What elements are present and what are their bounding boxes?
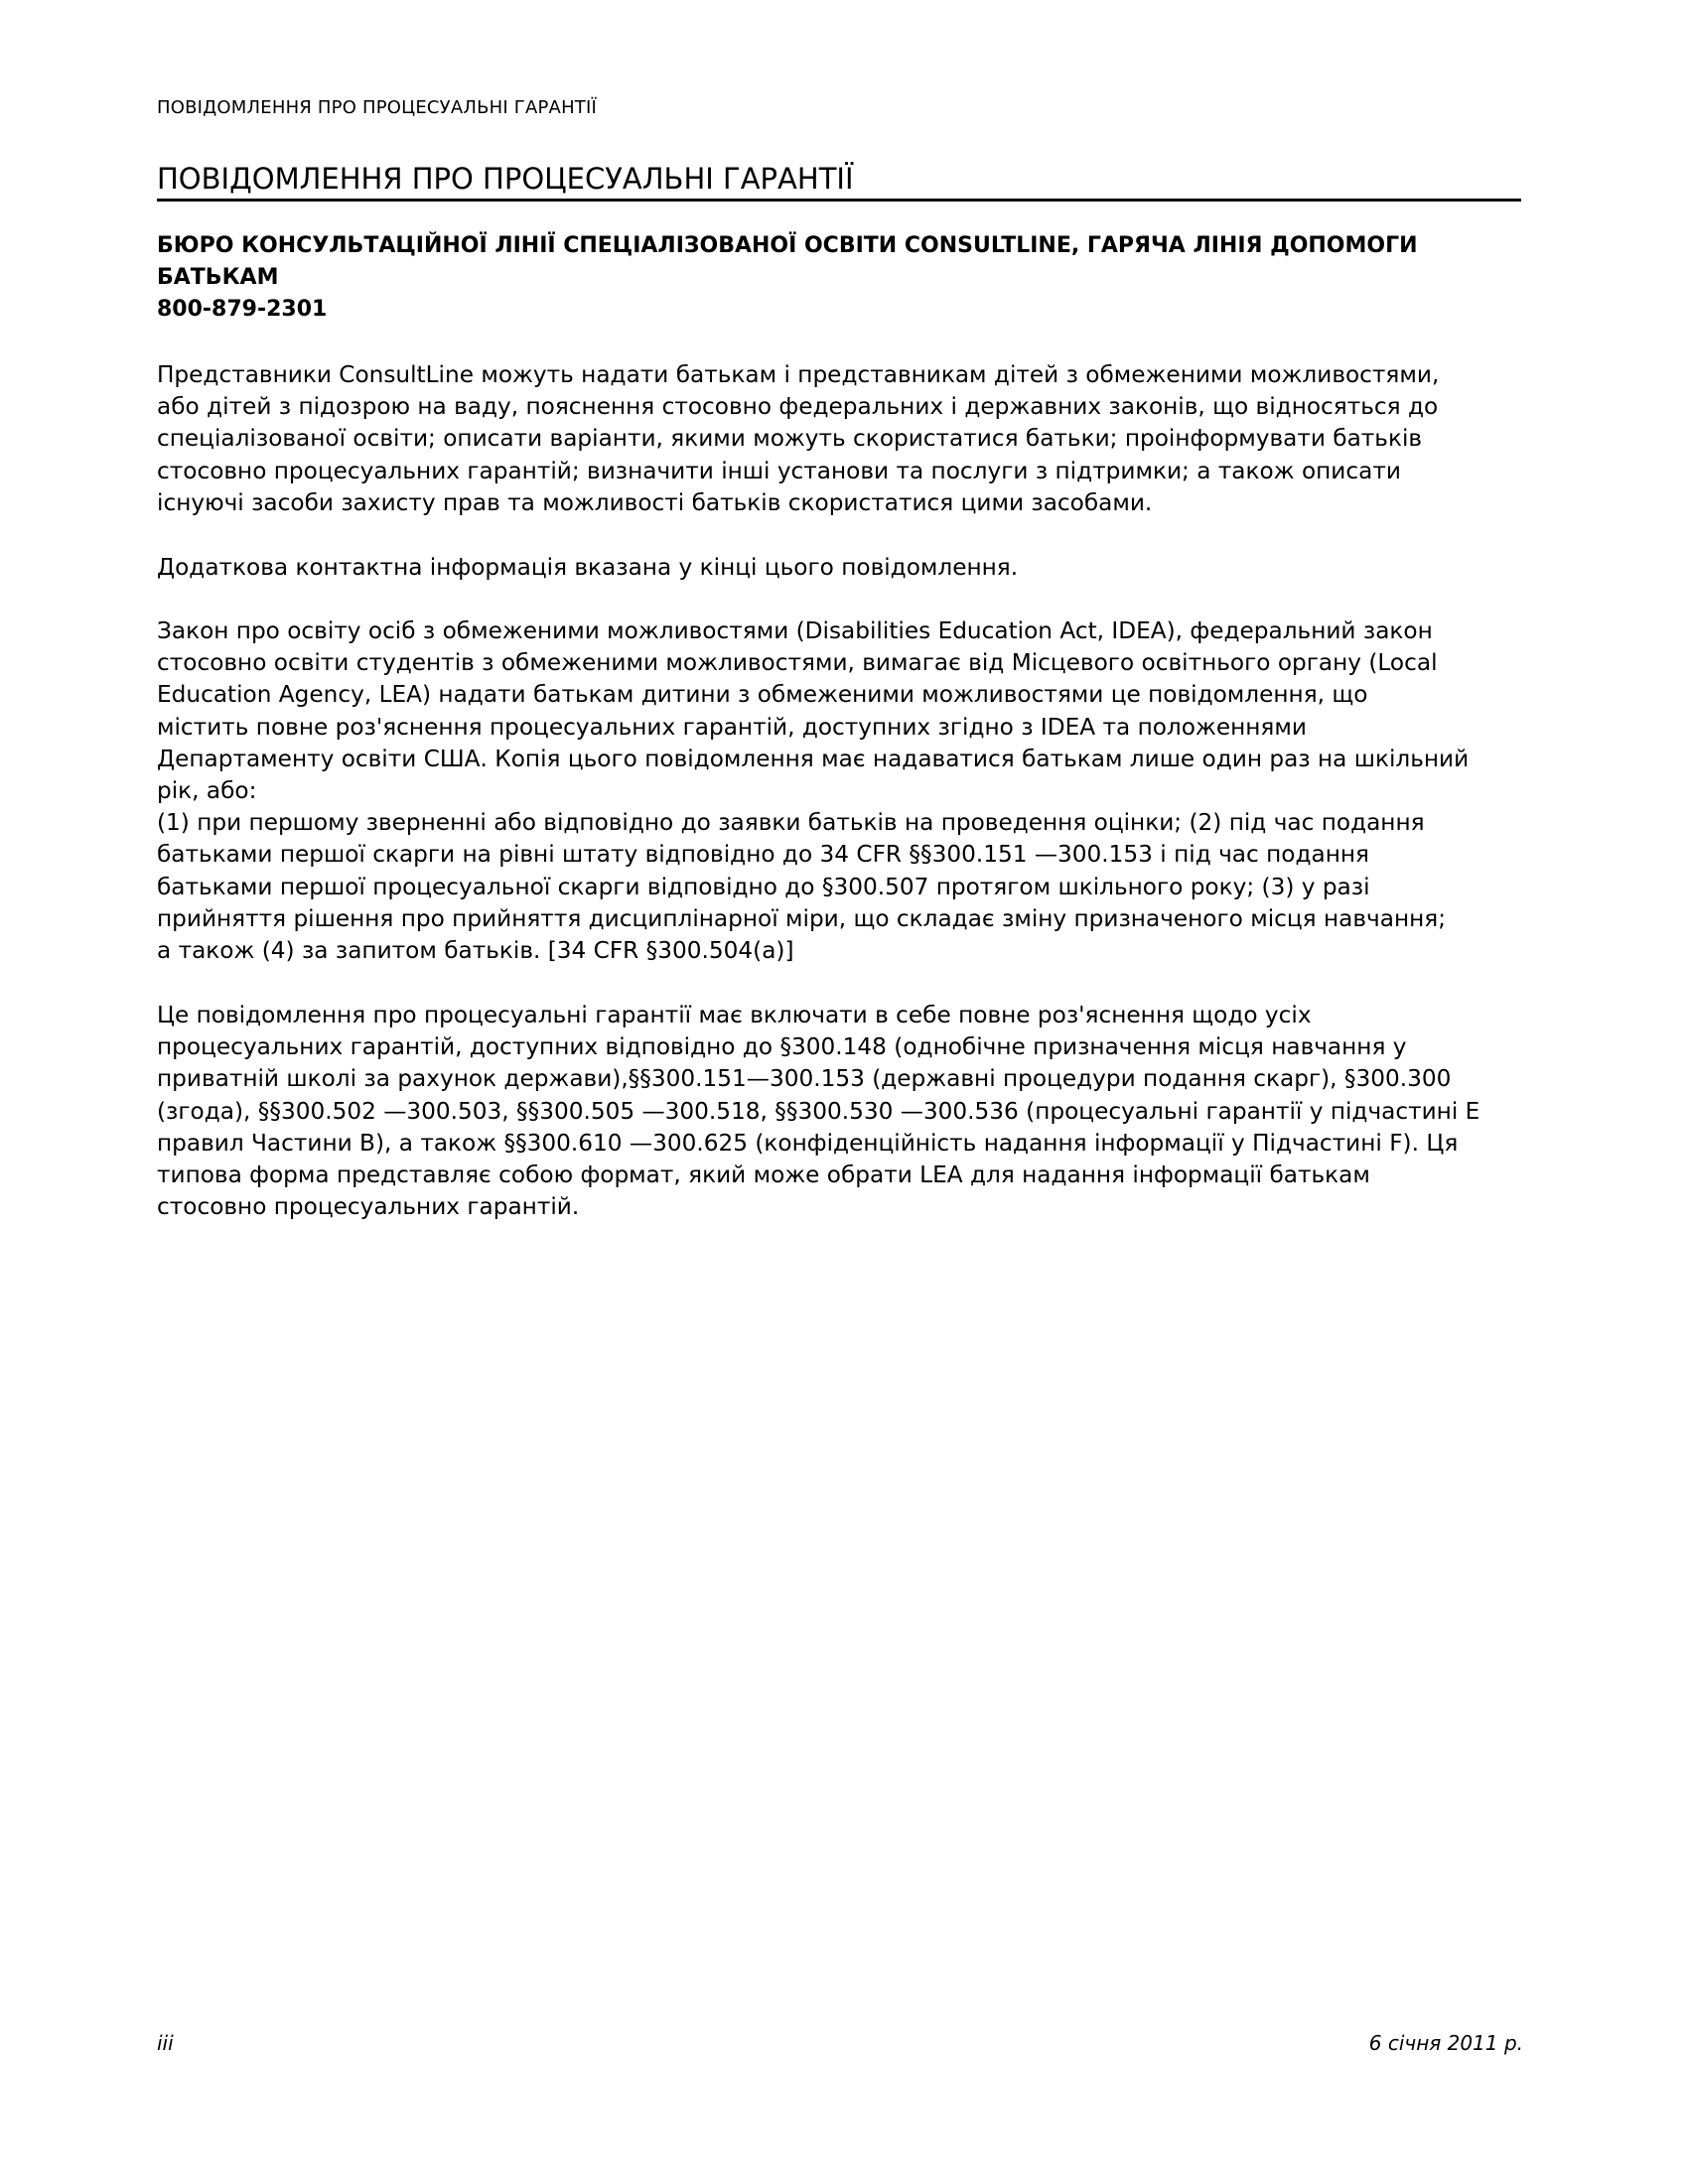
page-title: ПОВІДОМЛЕННЯ ПРО ПРОЦЕСУАЛЬНІ ГАРАНТІЇ: [157, 161, 1521, 202]
paragraph-line: Додаткова контактна інформація вказана у кінці цього повідомлення.: [157, 554, 1019, 581]
hotline-phone-number: 800-879-2301: [157, 297, 328, 322]
paragraph-line: Це повідомлення про процесуальні гарантії має включати в себе повне роз'яснення щодо усіх: [157, 1002, 1312, 1028]
paragraph-consultline-services: [157, 359, 1537, 519]
footer-date: 6 січня 2011 р.: [1368, 2031, 1523, 2055]
paragraph-line: Представники ConsultLine можуть надати батькам і представникам дітей з обмеженими можливостями,: [157, 361, 1440, 388]
paragraph-line: стосовно освіти студентів з обмеженими можливостями, вимагає від Місцевого освітнього органу (Local: [157, 649, 1438, 677]
paragraph-line: батьками першої скарги на рівні штату відповідно до 34 CFR §§300.151 —300.153 і під час подання: [157, 841, 1369, 869]
paragraph-line: Департаменту освіти США. Копія цього повідомлення має надаватися батькам лише один раз на шкільний: [157, 745, 1470, 772]
paragraph-safeguards-scope: [157, 1000, 1537, 1223]
paragraph-line: стосовно процесуальних гарантій; визначити інші установи та послуги з підтримки; а також описати: [157, 457, 1401, 484]
running-header: ПОВІДОМЛЕННЯ ПРО ПРОЦЕСУАЛЬНІ ГАРАНТІЇ: [157, 97, 598, 118]
paragraph-line: або дітей з підозрою на ваду, пояснення стосовно федеральних і державних законів, що відносяться до: [157, 393, 1439, 421]
subheading-line: БАТЬКАМ: [157, 265, 279, 290]
paragraph-line: (згода), §§300.502 —300.503, §§300.505 —300.518, §§300.530 —300.536 (процесуальні гарантії у підчастині E: [157, 1097, 1480, 1125]
paragraph-line: Закон про освіту осіб з обмеженими можливостями (Disabilities Education Act, IDEA), федеральний закон: [157, 617, 1433, 644]
paragraph-line: батьками першої процесуальної скарги відповідно до §300.507 протягом шкільного року; (3) у разі: [157, 873, 1370, 900]
paragraph-contact-info: [157, 552, 1537, 584]
subheading: [157, 230, 1521, 326]
paragraph-line: існуючі засоби захисту прав та можливості батьків скористатися цими засобами.: [157, 488, 1153, 516]
paragraph-line: процесуальних гарантій, доступних відповідно до §300.148 (однобічне призначення місця навчання у: [157, 1033, 1407, 1061]
paragraph-line: правил Частини B), а також §§300.610 —300.625 (конфіденційність надання інформації у Підчастині F). Ця: [157, 1129, 1459, 1157]
paragraph-line: стосовно процесуальних гарантій.: [157, 1193, 580, 1221]
paragraph-line: (1) при першому зверненні або відповідно до заявки батьків на проведення оцінки; (2) під час подання: [157, 809, 1425, 837]
paragraph-line: а також (4) за запитом батьків. [34 CFR §300.504(a)]: [157, 937, 794, 965]
paragraph-line: Education Agency, LEA) надати батькам дитини з обмеженими можливостями це повідомлення, що: [157, 681, 1368, 709]
paragraph-line: приватній школі за рахунок держави),§§300.151—300.153 (державні процедури подання скарг), §300.300: [157, 1065, 1452, 1093]
paragraph-line: типова форма представляє собою формат, який може обрати LEA для надання інформації батькам: [157, 1161, 1370, 1189]
paragraph-line: рік, або:: [157, 777, 257, 805]
paragraph-line: спеціалізованої освіти; описати варіанти, якими можуть скористатися батьки; проінформувати батьків: [157, 425, 1423, 453]
paragraph-idea-law: [157, 615, 1537, 967]
paragraph-line: прийняття рішення про прийняття дисциплінарної міри, що складає зміну призначеного місця навчання;: [157, 904, 1447, 932]
subheading-line: БЮРО КОНСУЛЬТАЦІЙНОЇ ЛІНІЇ СПЕЦІАЛІЗОВАНОЇ ОСВІТИ CONSULTLINE, ГАРЯЧА ЛІНІЯ ДОПОМОГИ: [157, 233, 1418, 258]
footer-page-number: iii: [157, 2031, 174, 2055]
paragraph-line: містить повне роз'яснення процесуальних гарантій, доступних згідно з IDEA та положеннями: [157, 713, 1307, 741]
